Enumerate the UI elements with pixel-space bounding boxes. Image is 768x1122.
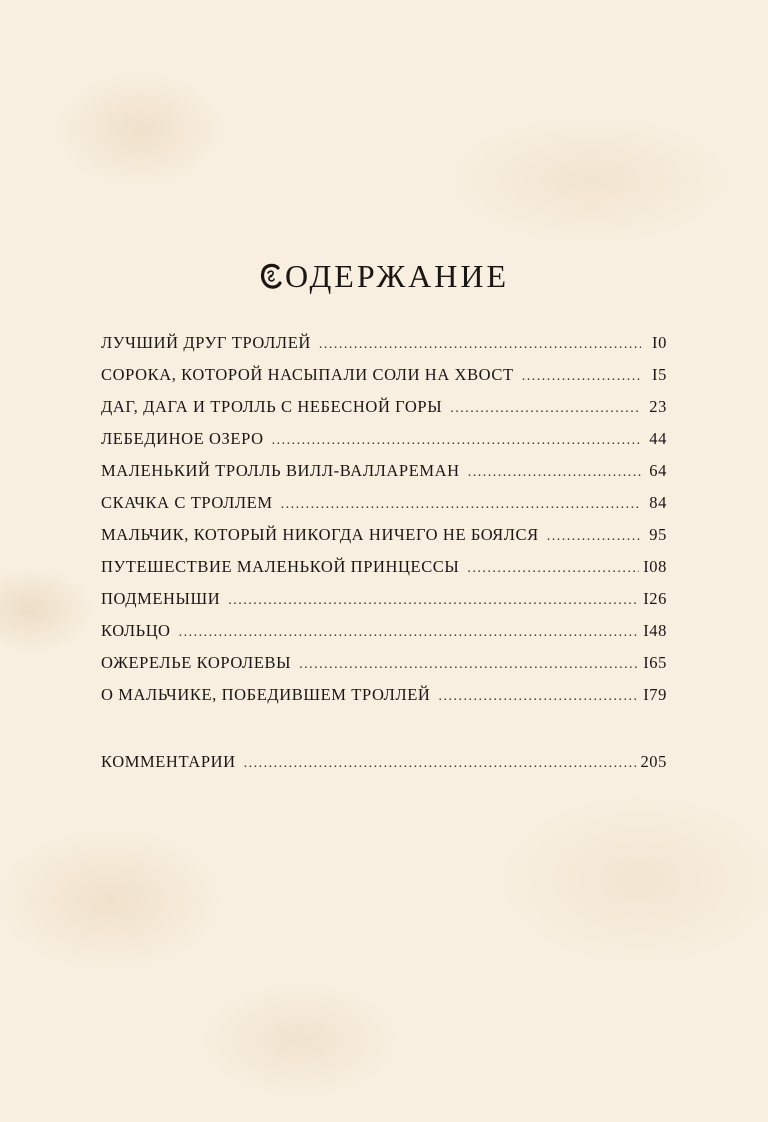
toc-entry-page: I26	[643, 589, 667, 608]
toc-entry-title: ОЖЕРЕЛЬЕ КОРОЛЕВЫ	[101, 653, 292, 672]
toc-entry-page: 84	[649, 493, 667, 512]
toc-entry-title: СКАЧКА С ТРОЛЛЕМ	[101, 493, 273, 512]
dot-leader	[547, 521, 641, 553]
toc-entry-title: ДАГ, ДАГА И ТРОЛЛЬ С НЕБЕСНОЙ ГОРЫ	[101, 397, 443, 416]
toc-entry-page: 23	[649, 397, 667, 416]
toc-entry-page: 64	[649, 461, 667, 480]
toc-entry[interactable]	[101, 647, 667, 679]
page-title	[0, 258, 768, 294]
toc-entry[interactable]	[101, 391, 667, 423]
toc-entry-title: КОЛЬЦО	[101, 621, 171, 640]
toc-entry-page: I0	[652, 333, 667, 352]
dot-leader	[299, 649, 639, 681]
toc-entry[interactable]	[101, 455, 667, 487]
toc-entry-title: МАЛЕНЬКИЙ ТРОЛЛЬ ВИЛЛ-ВАЛЛАРЕМАН	[101, 461, 460, 480]
toc-entry[interactable]	[101, 615, 667, 647]
section-spacer	[101, 711, 667, 746]
toc-entry-title: О МАЛЬЧИКЕ, ПОБЕДИВШЕМ ТРОЛЛЕЙ	[101, 685, 431, 704]
dot-leader	[281, 489, 641, 521]
toc-entry[interactable]	[101, 423, 667, 455]
toc-entry-page: I79	[643, 685, 667, 704]
dot-leader	[179, 617, 640, 649]
toc-entry-title: ПУТЕШЕСТВИЕ МАЛЕНЬКОЙ ПРИНЦЕССЫ	[101, 557, 460, 576]
toc-entry-page: I08	[643, 557, 667, 576]
dot-leader	[244, 748, 637, 780]
toc-entry-title: СОРОКА, КОТОРОЙ НАСЫПАЛИ СОЛИ НА ХВОСТ	[101, 365, 514, 384]
toc-entry-page: I65	[643, 653, 667, 672]
toc-entry[interactable]	[101, 359, 667, 391]
toc-entry-title: ЛЕБЕДИНОЕ ОЗЕРО	[101, 429, 264, 448]
dot-leader	[468, 457, 641, 489]
toc-entry[interactable]	[101, 551, 667, 583]
toc-entry[interactable]	[101, 519, 667, 551]
page-title-text: ОДЕРЖАНИЕ	[284, 258, 510, 294]
toc-entry[interactable]	[101, 583, 667, 615]
toc-appendix-entry[interactable]	[101, 746, 667, 778]
toc-entry-title: ПОДМЕНЫШИ	[101, 589, 221, 608]
dot-leader	[319, 329, 641, 361]
dot-leader	[450, 393, 641, 425]
toc-entry[interactable]	[101, 327, 667, 359]
toc-entry-page: 44	[649, 429, 667, 448]
toc-entry[interactable]	[101, 679, 667, 711]
toc-entry-page: 205	[640, 752, 667, 771]
dot-leader	[228, 585, 639, 617]
dot-leader	[272, 425, 641, 457]
dot-leader	[438, 681, 639, 713]
toc-entry-page: I48	[643, 621, 667, 640]
toc-entry-page: I5	[652, 365, 667, 384]
toc-entry-title: ЛУЧШИЙ ДРУГ ТРОЛЛЕЙ	[101, 333, 311, 352]
toc-entry-page: 95	[649, 525, 667, 544]
decorative-initial-icon	[259, 261, 283, 289]
toc-entry-title: МАЛЬЧИК, КОТОРЫЙ НИКОГДА НИЧЕГО НЕ БОЯЛСЯ	[101, 525, 539, 544]
dot-leader	[467, 553, 639, 585]
toc-entry[interactable]	[101, 487, 667, 519]
dot-leader	[522, 361, 641, 393]
toc-entry-title: КОММЕНТАРИИ	[101, 752, 236, 771]
table-of-contents	[101, 327, 667, 778]
